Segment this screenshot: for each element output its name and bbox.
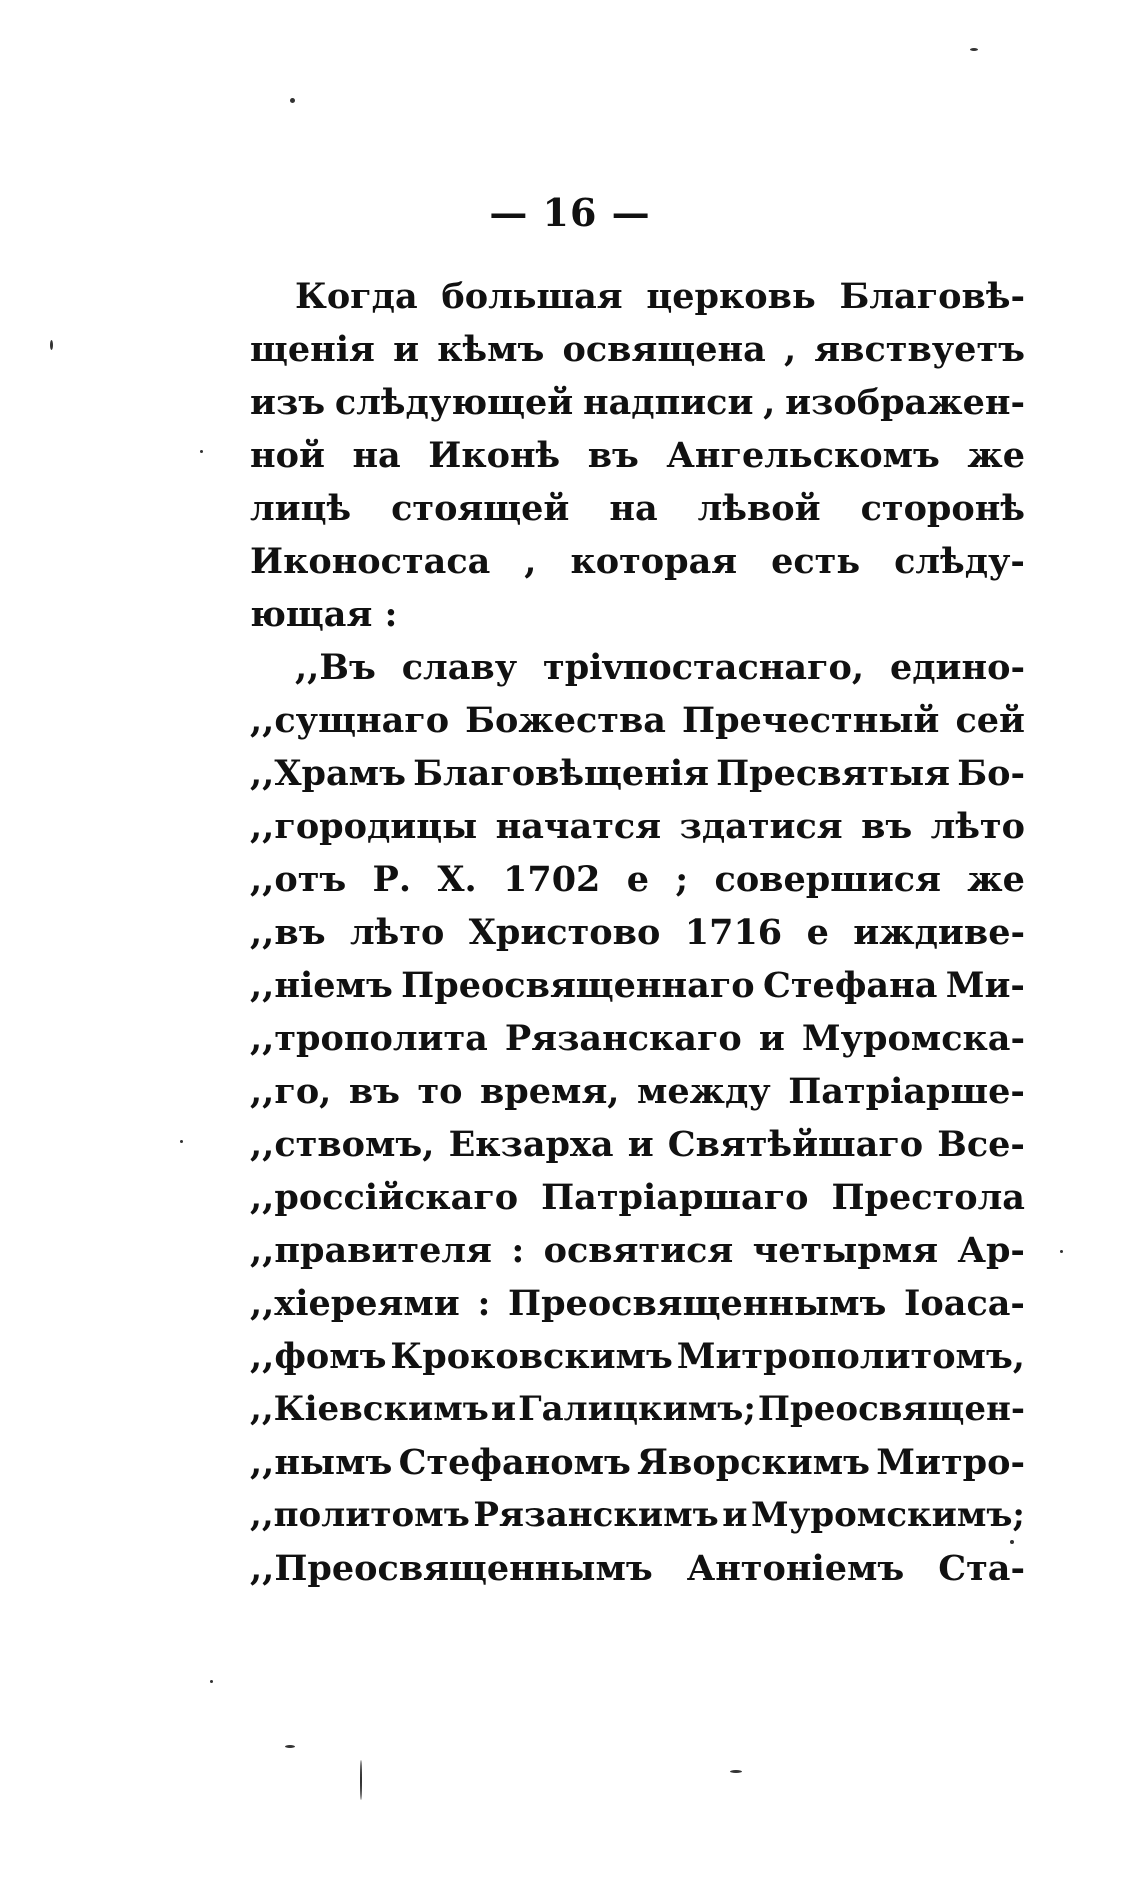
inscription-line <box>250 1383 1025 1436</box>
word: освящена <box>562 329 766 370</box>
word: надписи <box>582 382 754 423</box>
word: Митро- <box>876 1442 1025 1483</box>
line-text: ющая : <box>250 594 398 635</box>
scan-speck <box>1010 1540 1014 1544</box>
word: Ангельскомъ <box>666 435 940 476</box>
word: и <box>393 329 420 370</box>
word: большая <box>441 276 623 317</box>
word: стоящей <box>391 488 570 529</box>
word: сторонѣ <box>860 488 1025 529</box>
word: и <box>758 1018 785 1059</box>
word: сей <box>955 700 1025 741</box>
word: , <box>783 329 797 370</box>
word: изъ <box>250 382 326 423</box>
word: Патріаршаго <box>541 1177 809 1218</box>
word: слѣду- <box>894 541 1025 582</box>
word: Муромскимъ; <box>750 1495 1025 1535</box>
word: Благовѣщенія <box>413 753 709 794</box>
word: ,,ніемъ <box>250 965 393 1006</box>
scan-speck <box>200 450 203 453</box>
scan-speck <box>360 1760 362 1800</box>
word: ,,Въ <box>295 647 376 688</box>
word: Х. <box>437 859 477 900</box>
word: Антоніемъ <box>686 1548 905 1589</box>
inscription-line <box>250 1171 1025 1224</box>
word: лицѣ <box>250 488 352 529</box>
word: слѣдующей <box>334 382 574 423</box>
word: ,,городицы <box>250 806 478 847</box>
word: ,,отъ <box>250 859 347 900</box>
scan-speck <box>180 1140 183 1143</box>
inscription-line <box>250 747 1025 800</box>
word: Рязанскаго <box>504 1018 742 1059</box>
word: ,,сущнаго <box>250 700 450 741</box>
inscription-line <box>250 853 1025 906</box>
word: : <box>477 1283 491 1324</box>
text-line <box>250 588 1025 641</box>
scan-speck <box>285 1745 295 1748</box>
word: въ <box>861 806 913 847</box>
word: здатися <box>679 806 843 847</box>
word: въ <box>587 435 639 476</box>
scan-speck <box>730 1770 742 1773</box>
word: Пресвятыя <box>716 753 951 794</box>
word: ,,правителя <box>250 1230 492 1271</box>
word: Иконостаса <box>250 541 491 582</box>
word: ной <box>250 435 325 476</box>
word: Христово <box>468 912 661 953</box>
word: Бо- <box>957 753 1025 794</box>
word: Иконѣ <box>428 435 561 476</box>
inscription-line <box>250 641 1025 694</box>
word: которая <box>570 541 738 582</box>
text-line <box>250 270 1025 323</box>
word: иждиве- <box>853 912 1025 953</box>
text-line <box>250 429 1025 482</box>
word: е <box>626 859 649 900</box>
word: , <box>763 382 776 423</box>
word: явствуетъ <box>814 329 1025 370</box>
word: 1716 <box>684 912 783 953</box>
word: церковь <box>646 276 816 317</box>
word: Пречестный <box>682 700 940 741</box>
inscription-line <box>250 1065 1025 1118</box>
word: лѣвой <box>697 488 821 529</box>
inscription-line <box>250 1277 1025 1330</box>
word: Ста- <box>938 1548 1025 1589</box>
text-line <box>250 323 1025 376</box>
word: Ар- <box>957 1230 1025 1271</box>
word: ,,нымъ <box>250 1442 393 1483</box>
word: Рязанскимъ <box>473 1495 719 1535</box>
word: Все- <box>937 1124 1025 1165</box>
word: Святѣйшаго <box>667 1124 924 1165</box>
word: и <box>490 1389 517 1429</box>
word: щенія <box>250 329 375 370</box>
word: Престола <box>831 1177 1025 1218</box>
inscription-line <box>250 1436 1025 1489</box>
word: ,,ствомъ, <box>250 1124 435 1165</box>
scan-speck <box>290 98 295 103</box>
word: : <box>511 1230 525 1271</box>
inscription-line <box>250 906 1025 959</box>
word: ,,трополита <box>250 1018 488 1059</box>
inscription-line <box>250 1012 1025 1065</box>
text-line <box>250 482 1025 535</box>
word: въ <box>348 1071 400 1112</box>
word: тріvпостаснаго, <box>543 647 865 688</box>
text-line <box>250 376 1025 429</box>
word: между <box>636 1071 771 1112</box>
word: на <box>352 435 401 476</box>
word: Когда <box>295 276 418 317</box>
word: Преосвященнаго <box>401 965 755 1006</box>
word: ,,Кіевскимъ <box>250 1389 489 1429</box>
word: Преосвященнымъ <box>508 1283 887 1324</box>
word: Благовѣ- <box>839 276 1025 317</box>
word: лѣто <box>349 912 445 953</box>
word: ,,россійскаго <box>250 1177 519 1218</box>
scan-speck <box>50 340 53 350</box>
scan-speck <box>210 1680 213 1683</box>
word: совершися <box>714 859 941 900</box>
word: же <box>967 435 1025 476</box>
word: Стефаномъ <box>398 1442 631 1483</box>
word: Преосвящен- <box>757 1389 1025 1429</box>
inscription-line <box>250 1489 1025 1542</box>
word: Іоаса- <box>904 1283 1025 1324</box>
word: Божества <box>465 700 666 741</box>
word: 1702 <box>503 859 601 900</box>
inscription-line <box>250 1542 1025 1595</box>
word: то <box>417 1071 463 1112</box>
page-number: — 16 — <box>489 190 651 235</box>
word: кѣмъ <box>437 329 545 370</box>
word: и <box>627 1124 654 1165</box>
scan-speck <box>1060 1250 1063 1253</box>
word: Кроковскимъ <box>390 1336 673 1377</box>
word: начатся <box>495 806 662 847</box>
word: же <box>967 859 1025 900</box>
word: есть <box>771 541 861 582</box>
word: Муромска- <box>801 1018 1025 1059</box>
word: освятися <box>543 1230 734 1271</box>
word: Галицкимъ; <box>518 1389 756 1429</box>
word: Митрополитомъ, <box>676 1336 1025 1377</box>
body-text <box>250 270 1025 1595</box>
word: ,,хіереями <box>250 1283 460 1324</box>
scan-speck <box>970 48 978 51</box>
word: Ми- <box>945 965 1025 1006</box>
word: едино- <box>889 647 1025 688</box>
word: Р. <box>372 859 412 900</box>
word: и <box>722 1495 748 1535</box>
word: ,,въ <box>250 912 326 953</box>
word: Стефана <box>763 965 938 1006</box>
word: , <box>524 541 537 582</box>
inscription-line <box>250 1224 1025 1277</box>
word: славу <box>401 647 518 688</box>
inscription-line <box>250 694 1025 747</box>
inscription-line <box>250 959 1025 1012</box>
word: ,,го, <box>250 1071 332 1112</box>
word: Патріарше- <box>788 1071 1025 1112</box>
inscription-line <box>250 1330 1025 1383</box>
word: ,,политомъ <box>250 1495 470 1535</box>
word: е <box>806 912 829 953</box>
word: время, <box>479 1071 620 1112</box>
word: на <box>609 488 658 529</box>
word: четырмя <box>752 1230 939 1271</box>
inscription-line <box>250 800 1025 853</box>
word: лѣто <box>930 806 1025 847</box>
word: ,,фомъ <box>250 1336 387 1377</box>
word: ; <box>675 859 689 900</box>
inscription-line <box>250 1118 1025 1171</box>
word: изображен- <box>785 382 1025 423</box>
word: ,,Храмъ <box>250 753 406 794</box>
word: ,,Преосвященнымъ <box>250 1548 653 1589</box>
text-line <box>250 535 1025 588</box>
word: Екзарха <box>448 1124 614 1165</box>
word: Яворскимъ <box>637 1442 870 1483</box>
